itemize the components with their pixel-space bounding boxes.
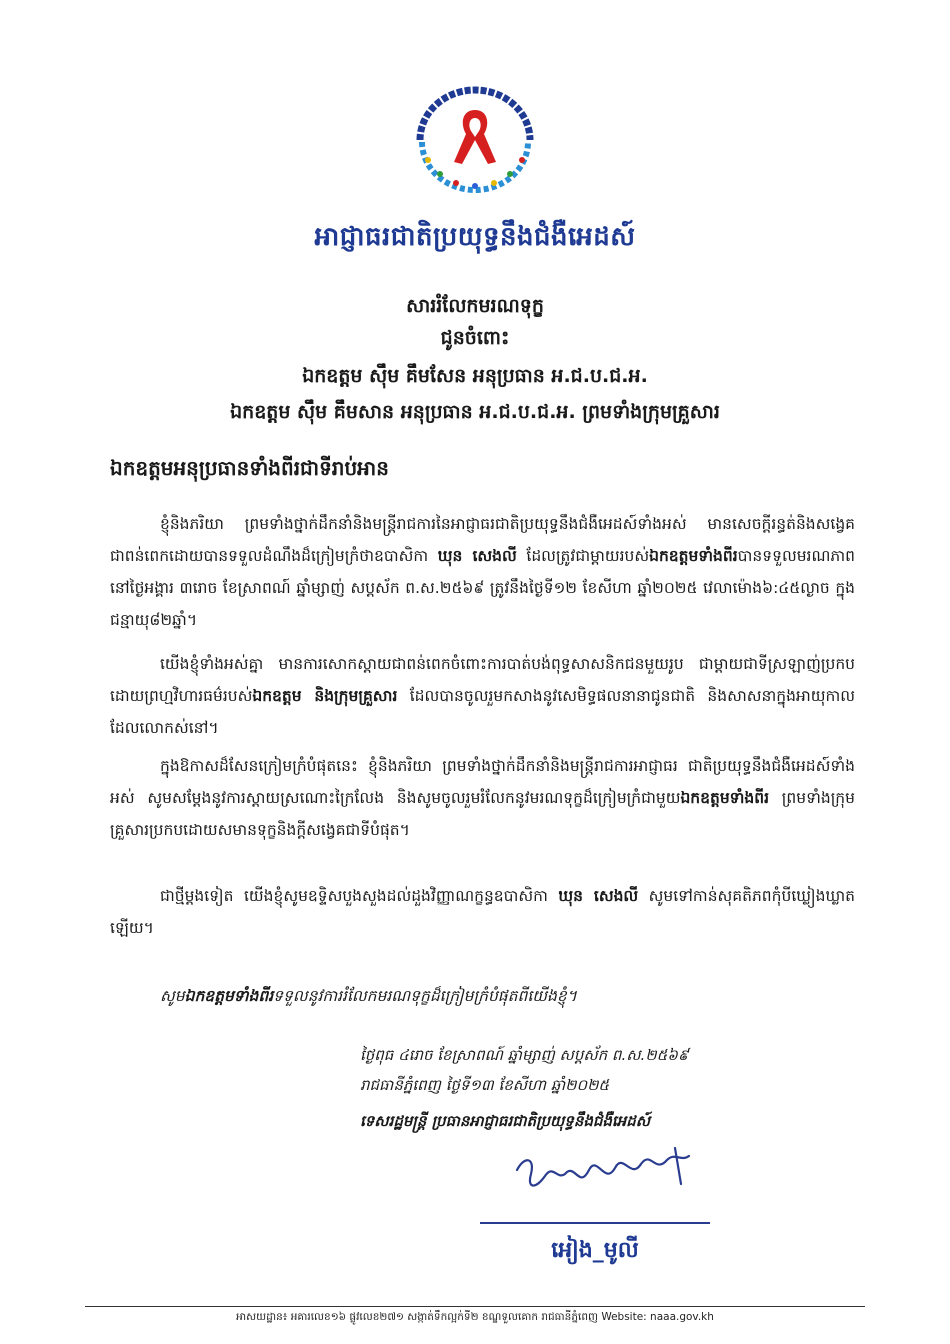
footer-address: អាសយដ្ឋាន៖ អគារលេខ១៦ ផ្លូវលេខ២៧១ សង្កាត់ទឹកល្អក់ទី២ ខណ្ឌទួលគោក រាជធានីភ្នំពេញ Website: naaa.gov.kh (236, 1311, 714, 1323)
paragraph-3: ក្នុងឱកាសដ៏សែនក្រៀមក្រំបំផុតនេះ ខ្ញុំនិងភរិយា ព្រមទាំងថ្នាក់ដឹកនាំនិងមន្ត្រីរាជការអាជ្ញាធរ ជាតិប្រយុទ្ធនឹងជំងឺអេដស៍ទាំងអស់ សូមសម្តែងនូវការស្តាយស្រណោះក្រៃលែង និងសូមចូលរួមរំលែកនូវមរណទុក្ខដ៏ក្រៀមក្រំជាមួយឯកឧត្តមទាំងពីរ ព្រមទាំងក្រុមគ្រួសារប្រកបដោយសមានទុក្ខនិងក្តីសង្វេគជាទីបំផុត។ (110, 757, 855, 839)
date-block (360, 1040, 860, 1100)
red-ribbon-logo-icon (400, 82, 550, 197)
recipient-line-1: ឯកឧត្តម ស៊ឹម គឹមសែន អនុប្រធាន អ.ជ.ប.ជ.អ. (302, 365, 648, 387)
signer-name: អៀង_មូលី (551, 1238, 639, 1263)
lunar-date: ថ្ងៃពុធ ៤រោច ខែស្រាពណ៍ ឆ្នាំម្សាញ់ សប្តស័ក ព.ស.២៥៦៩ (360, 1046, 689, 1064)
closing-line: សូមឯកឧត្តមទាំងពីរទទួលនូវការរំលែកមរណទុក្ខដ៏ក្រៀមក្រំបំផុតពីយើងខ្ញុំ។ (160, 987, 577, 1005)
place-and-date: រាជធានីភ្នំពេញ ថ្ងៃទី១៣ ខែសីហា ឆ្នាំ២០២៥ (360, 1076, 610, 1094)
organization-name: អាជ្ញាធរជាតិប្រយុទ្ធនឹងជំងឺអេដស៍ (314, 222, 636, 252)
letter-title: សាររំលែកមរណទុក្ខ (406, 295, 544, 317)
letter-addressed-to: ជូនចំពោះ (440, 327, 510, 349)
deceased-name: ឃុន សេងលី (558, 887, 639, 905)
nac-logo (400, 82, 550, 197)
signer-title: ទេសរដ្ឋមន្ត្រី ប្រធានអាជ្ញាធរជាតិប្រយុទ្ធនឹងជំងឺអេដស៍ (360, 1112, 650, 1130)
paragraph-4: ជាថ្មីម្តងទៀត យើងខ្ញុំសូមឧទ្ទិសបួងសួងដល់ដួងវិញ្ញាណក្ខន្ធឧបាសិកា ឃុន សេងលី សូមទៅកាន់សុគតិភពកុំបីឃ្លៀងឃ្លាតឡើយ។ (110, 887, 855, 937)
deceased-name: ឃុន សេងលី (437, 547, 517, 565)
paragraph-2: យើងខ្ញុំទាំងអស់គ្នា មានការសោកស្តាយជាពន់ពេកចំពោះការបាត់បង់ពុទ្ធសាសនិកជនមួយរូប ជាម្តាយជាទីស្រឡាញ់ប្រកបដោយព្រហ្មវិហារធម៌របស់ឯកឧត្តម និងក្រុមគ្រួសារ ដែលបានចូលរួមកសាងនូវសេមិទ្ធផលនានាជូនជាតិ និងសាសនាក្នុងអាយុកាលដែលលោកស់នៅ។ (110, 655, 855, 737)
salutation: ឯកឧត្តមអនុប្រធានទាំងពីរជាទីរាប់អាន (110, 456, 389, 480)
handwritten-signature (505, 1140, 705, 1210)
recipient-line-2: ឯកឧត្តម ស៊ឹម គឹមសាន អនុប្រធាន អ.ជ.ប.ជ.អ. ព្រមទាំងក្រុមគ្រួសារ (230, 401, 720, 423)
paragraph-1: ខ្ញុំនិងភរិយា ព្រមទាំងថ្នាក់ដឹកនាំនិងមន្ត្រីរាជការនៃអាជ្ញាធរជាតិប្រយុទ្ធនឹងជំងឺអេដស៍ទាំងអស់ មានសេចក្តីរន្ធត់និងសង្វេគជាពន់ពេកដោយបានទទួលដំណឹងដ៏ក្រៀមក្រំថា​ឧបាសិកា ឃុន សេងលី ដែលត្រូវជាម្តាយរបស់ឯកឧត្តមទាំងពីរបានទទួលមរណភាពនៅថ្ងៃអង្គារ ៣រោច ខែស្រាពណ៍ ឆ្នាំម្សាញ់ សប្តស័ក ព.ស.២៥៦៩ ត្រូវនឹងថ្ងៃទី១២ ខែសីហា ឆ្នាំ២០២៥ វេលាម៉ោង៦:៤៥ល្ងាច ក្នុងជន្មាយុ៨២ឆ្នាំ។ (110, 515, 855, 629)
signature-line (480, 1222, 710, 1224)
footer-divider (85, 1306, 865, 1307)
